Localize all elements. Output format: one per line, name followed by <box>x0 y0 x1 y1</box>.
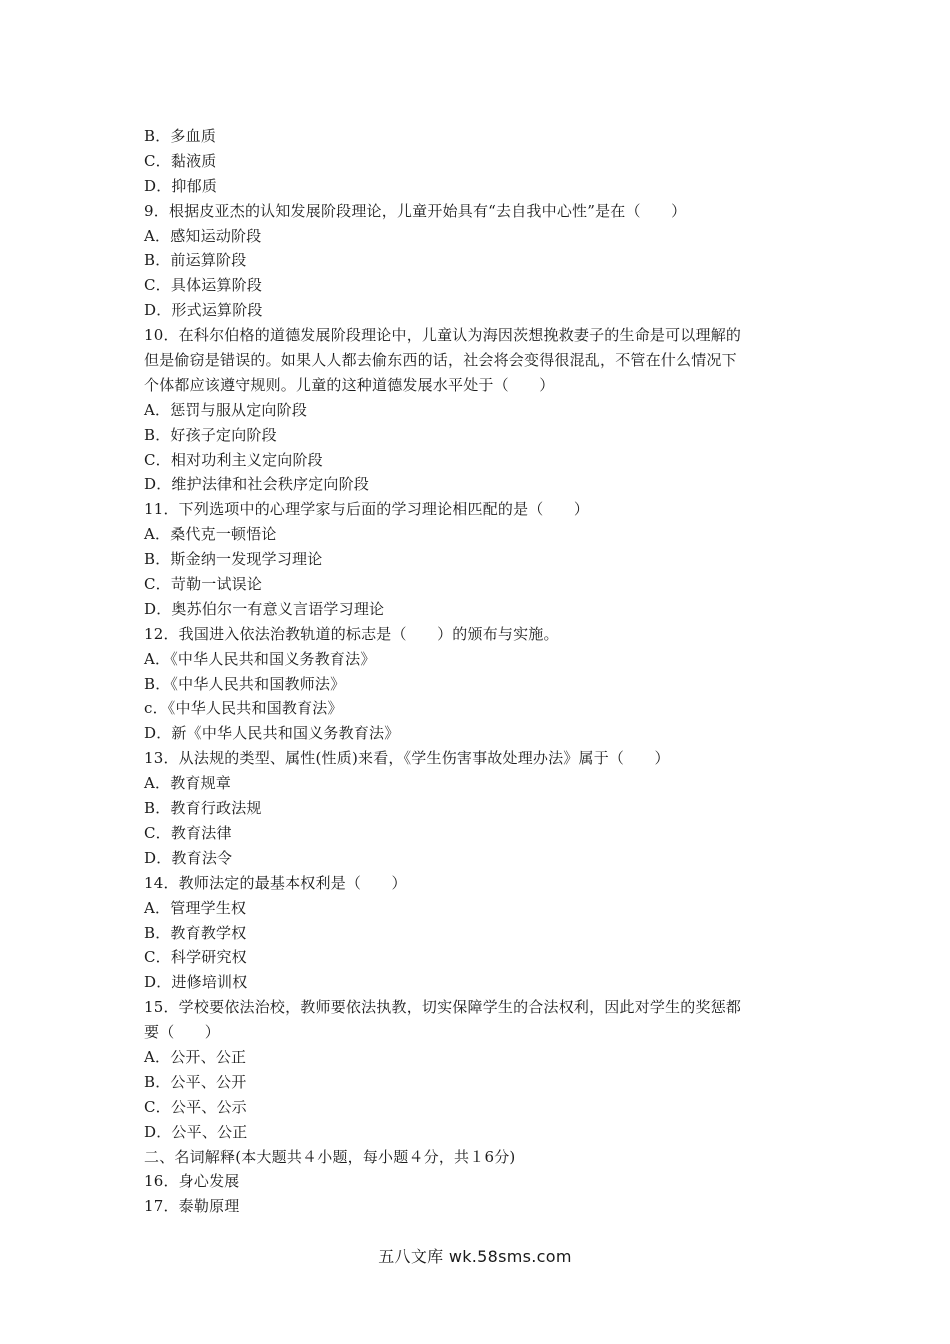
question-9: 9．根据皮亚杰的认知发展阶段理论，儿童开始具有“去自我中心性”是在（ ） <box>144 201 687 220</box>
option-8b: B．多血质 <box>144 127 217 145</box>
option-14a: A．管理学生权 <box>144 898 247 917</box>
option-10c: C．相对功利主义定向阶段 <box>144 450 323 469</box>
option-9d: D．形式运算阶段 <box>144 301 263 320</box>
option-11a: A．桑代克一顿悟论 <box>144 525 277 544</box>
option-11d: D．奥苏伯尔一有意义言语学习理论 <box>144 599 385 618</box>
option-8c: C．黏液质 <box>144 151 217 170</box>
option-14b: B．教育教学权 <box>144 923 247 942</box>
option-13d: D．教育法令 <box>144 848 233 867</box>
option-15c: C．公平、公示 <box>144 1097 247 1116</box>
option-9c: C．具体运算阶段 <box>144 276 263 295</box>
option-12d: D．新《中华人民共和国义务教育法》 <box>144 724 400 743</box>
footer-watermark: 五八文库 wk.58sms.com <box>378 1247 572 1266</box>
option-12c: c．《中华人民共和国教育法》 <box>144 699 343 718</box>
option-13a: A．教育规章 <box>144 774 232 793</box>
option-8d: D．抑郁质 <box>144 176 218 195</box>
question-10-line-3: 个体都应该遵守规则。儿童的这种道德发展水平处于（ ） <box>144 375 555 394</box>
option-13b: B．教育行政法规 <box>144 799 262 818</box>
option-10d: D．维护法律和社会秩序定向阶段 <box>144 475 370 494</box>
option-14c: C．科学研究权 <box>144 948 247 967</box>
option-12b: B．《中华人民共和国教师法》 <box>144 674 346 693</box>
question-12: 12．我国进入依法治教轨道的标志是（ ）的颁布与实施。 <box>144 624 559 643</box>
question-10-line-2: 但是偷窃是错误的。如果人人都去偷东西的话，社会将会变得很混乱，不管在什么情况下 <box>144 351 737 370</box>
exam-content <box>144 124 814 1219</box>
option-9a: A．感知运动阶段 <box>144 226 262 245</box>
question-11: 11．下列选项中的心理学家与后面的学习理论相匹配的是（ ） <box>144 500 590 519</box>
option-10a: A．惩罚与服从定向阶段 <box>144 400 308 419</box>
option-15a: A．公开、公正 <box>144 1047 247 1066</box>
option-10b: B．好孩子定向阶段 <box>144 425 277 444</box>
option-12a: A．《中华人民共和国义务教育法》 <box>144 649 376 668</box>
option-13c: C．教育法律 <box>144 823 232 842</box>
option-9b: B．前运算阶段 <box>144 251 247 270</box>
question-13: 13．从法规的类型、属性(性质)来看，《学生伤害事故处理办法》属于（ ） <box>144 749 670 768</box>
option-11c: C．苛勒一试误论 <box>144 575 263 594</box>
question-14: 14．教师法定的最基本权利是（ ） <box>144 873 407 892</box>
option-14d: D．进修培训权 <box>144 973 248 992</box>
section-2-heading: 二、名词解释(本大题共４小题，每小题４分，共１6分) <box>144 1147 516 1166</box>
option-15b: B．公平、公开 <box>144 1072 247 1091</box>
question-16: 16．身心发展 <box>144 1172 240 1191</box>
question-15-line-2: 要（ ） <box>144 1023 221 1042</box>
option-15d: D．公平、公正 <box>144 1122 248 1141</box>
option-11b: B．斯金纳一发现学习理论 <box>144 550 323 569</box>
question-10-line-1: 10．在科尔伯格的道德发展阶段理论中，儿童认为海因茨想挽救妻子的生命是可以理解的 <box>144 326 742 345</box>
question-15-line-1: 15．学校要依法治校，教师要依法执教，切实保障学生的合法权利，因此对学生的奖惩都 <box>144 998 742 1017</box>
question-17: 17．泰勒原理 <box>144 1197 240 1216</box>
